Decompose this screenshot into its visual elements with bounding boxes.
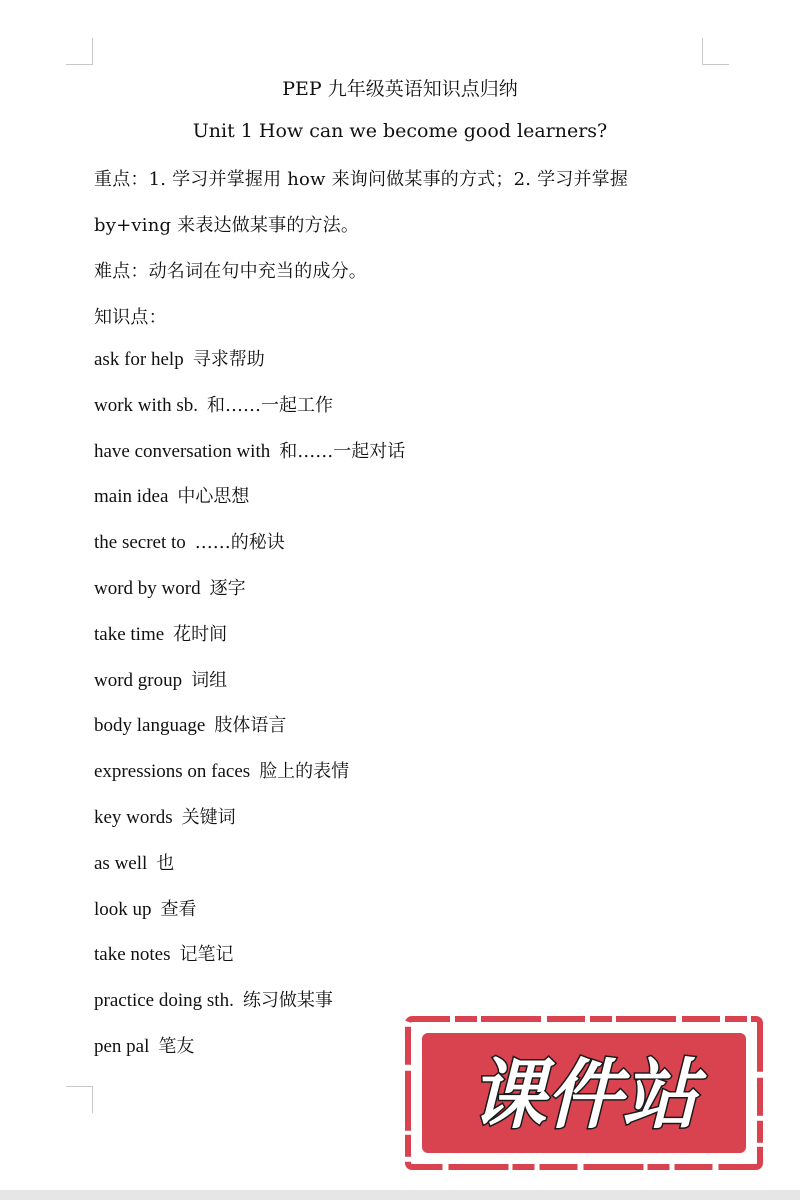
watermark-stamp <box>402 1013 766 1173</box>
vocabulary-chinese: ……的秘诀 <box>194 532 285 554</box>
vocabulary-chinese: 肢体语言 <box>214 715 287 737</box>
bottom-scroll-edge <box>0 1190 800 1200</box>
vocabulary-item <box>94 484 405 530</box>
unit-subtitle: Unit 1 How can we become good learners? <box>192 120 608 142</box>
vocabulary-english: work with sb. <box>94 394 198 416</box>
vocabulary-chinese: 词组 <box>191 669 228 691</box>
vocabulary-list <box>94 347 405 1080</box>
vocabulary-chinese: 和……一起工作 <box>206 394 333 416</box>
vocabulary-chinese: 练习做某事 <box>242 990 333 1012</box>
vocabulary-chinese: 中心思想 <box>177 486 250 508</box>
vocabulary-item <box>94 988 405 1034</box>
vocabulary-english: pen pal <box>94 1035 150 1057</box>
vocabulary-chinese: 记笔记 <box>179 944 234 966</box>
vocabulary-english: take time <box>94 623 165 645</box>
vocabulary-chinese: 关键词 <box>181 806 236 828</box>
vocabulary-english: the secret to <box>94 532 186 554</box>
vocabulary-item <box>94 576 405 622</box>
vocabulary-item <box>94 942 405 988</box>
watermark-text: 课件站 <box>470 1050 698 1139</box>
vocabulary-english: look up <box>94 898 152 920</box>
vocabulary-chinese: 脸上的表情 <box>259 761 350 783</box>
vocabulary-english: have conversation with <box>94 440 271 462</box>
vocabulary-english: practice doing sth. <box>94 990 234 1012</box>
vocabulary-english: as well <box>94 852 148 874</box>
vocabulary-english: body language <box>94 715 206 737</box>
vocabulary-item <box>94 439 405 485</box>
vocabulary-chinese: 笔友 <box>158 1035 195 1057</box>
vocabulary-item <box>94 393 405 439</box>
difficult-points: 难点：动名词在句中充当的成分。 <box>94 261 367 282</box>
vocabulary-chinese: 查看 <box>160 898 197 920</box>
vocabulary-chinese: 和……一起对话 <box>279 440 406 462</box>
vocabulary-item <box>94 668 405 714</box>
vocabulary-item <box>94 713 405 759</box>
vocabulary-english: main idea <box>94 486 169 508</box>
crop-mark-top-left <box>66 38 93 65</box>
vocabulary-item <box>94 759 405 805</box>
vocabulary-item <box>94 1034 405 1080</box>
vocabulary-item <box>94 347 405 393</box>
vocabulary-english: key words <box>94 806 173 828</box>
vocabulary-english: take notes <box>94 944 171 966</box>
document-title: PEP 九年级英语知识点归纳 <box>282 78 518 100</box>
vocabulary-english: word by word <box>94 577 201 599</box>
vocabulary-item <box>94 622 405 668</box>
key-points-line-2: by+ving 来表达做某事的方法。 <box>94 215 360 236</box>
vocabulary-chinese: 寻求帮助 <box>192 349 265 370</box>
crop-mark-top-right <box>702 38 729 65</box>
vocabulary-item <box>94 805 405 851</box>
vocabulary-english: ask for help <box>94 349 184 370</box>
vocabulary-chinese: 逐字 <box>209 577 246 599</box>
vocabulary-english: expressions on faces <box>94 761 251 783</box>
knowledge-heading: 知识点： <box>94 307 167 328</box>
key-points-line-1: 重点：1. 学习并掌握用 how 来询问做某事的方式；2. 学习并掌握 <box>94 169 629 190</box>
crop-mark-bottom-left <box>66 1086 93 1113</box>
vocabulary-chinese: 花时间 <box>173 623 228 645</box>
vocabulary-english: word group <box>94 669 183 691</box>
vocabulary-item <box>94 530 405 576</box>
vocabulary-chinese: 也 <box>156 852 175 874</box>
vocabulary-item <box>94 897 405 943</box>
vocabulary-item <box>94 851 405 897</box>
